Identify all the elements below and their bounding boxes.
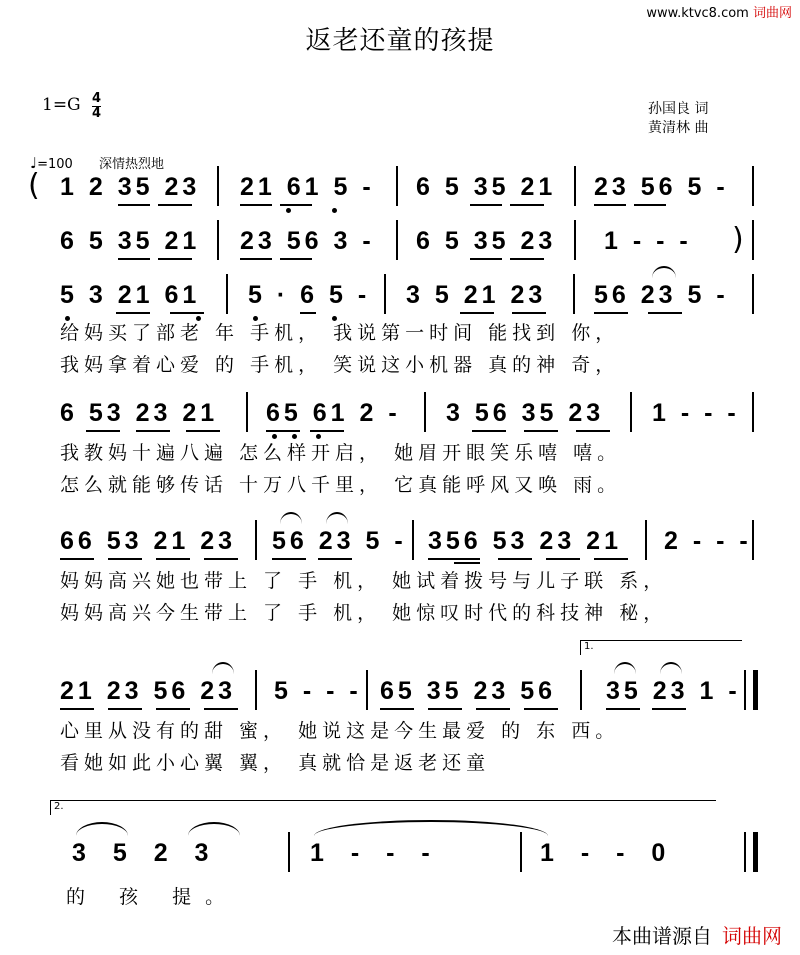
beam-line xyxy=(634,204,666,206)
barline xyxy=(226,274,228,314)
barline xyxy=(424,392,426,432)
barline xyxy=(520,832,522,872)
first-ending-label: 1. xyxy=(584,641,594,652)
barline xyxy=(752,274,754,314)
measure: 1 - - - xyxy=(604,227,692,255)
score-system-2 xyxy=(0,222,800,274)
beam-line xyxy=(524,708,558,710)
beam-line xyxy=(240,258,272,260)
beam-line xyxy=(156,708,190,710)
barline xyxy=(574,166,576,206)
lyric-line-2: 我妈拿着心爱 的 手机， 笑说这小机器 真的神 奇， xyxy=(60,354,620,376)
measure: 356 53 23 21 xyxy=(428,527,622,555)
beam-line xyxy=(300,312,316,314)
time-signature xyxy=(92,92,101,121)
measure: 35 23 1 - xyxy=(606,677,741,705)
time-signature-top: 4 xyxy=(92,91,102,106)
lyric-line-1: 我教妈十遍八遍 怎么样开启， 她眉开眼笑乐嘻 嘻。 xyxy=(60,442,622,464)
octave-dot xyxy=(286,208,291,213)
watermark-site: www.ktvc8.com xyxy=(646,6,749,21)
beam-line xyxy=(280,204,312,206)
beam-line xyxy=(472,430,506,432)
barline xyxy=(752,392,754,432)
beam-line xyxy=(652,708,686,710)
beam-line xyxy=(476,708,510,710)
barline xyxy=(396,166,398,206)
barline xyxy=(574,220,576,260)
beam-line xyxy=(136,430,170,432)
second-ending-label: 2. xyxy=(54,801,64,812)
beam-line xyxy=(204,708,238,710)
watermark xyxy=(646,2,792,21)
beam-line xyxy=(428,708,462,710)
barline xyxy=(412,520,414,560)
measure: 6 53 23 21 xyxy=(60,399,219,427)
measure: 1 - - - xyxy=(310,839,440,867)
lyric-line-2: 怎么就能够传话 十万八千里， 它真能呼风又唤 雨。 xyxy=(60,474,622,496)
measure: 5 - - - xyxy=(274,677,362,705)
tie xyxy=(314,820,548,836)
beam-line xyxy=(546,558,580,560)
beam-line xyxy=(118,204,150,206)
score-system-6 xyxy=(0,676,800,774)
beam-line xyxy=(204,558,238,560)
beam-line xyxy=(318,558,352,560)
beam-line xyxy=(280,258,312,260)
beam-line xyxy=(470,204,502,206)
beam-line xyxy=(380,708,414,710)
slur xyxy=(614,662,636,674)
beam-line xyxy=(86,430,120,432)
slur xyxy=(212,662,234,674)
measure: 5 · 6 5 - xyxy=(248,281,371,309)
beam-line xyxy=(116,312,150,314)
measure: 21 61 5 - xyxy=(240,173,375,201)
beam-line xyxy=(108,558,142,560)
barline xyxy=(217,166,219,206)
octave-dot xyxy=(332,208,337,213)
score-system-4 xyxy=(0,398,800,496)
repeat-open-paren: ( xyxy=(28,168,40,203)
measure: 56 23 5 - xyxy=(272,527,407,555)
barline xyxy=(366,670,368,710)
measure: 1 - - 0 xyxy=(540,839,676,867)
key-signature: 1=G xyxy=(42,95,81,115)
song-title: 返老还童的孩提 xyxy=(305,26,495,56)
measure: 65 35 23 56 xyxy=(380,677,557,705)
beam-line xyxy=(594,558,628,560)
measure: 3 5 21 23 xyxy=(406,281,547,309)
beam-line xyxy=(648,312,682,314)
beam-line xyxy=(108,708,142,710)
second-ending-bracket xyxy=(50,800,716,815)
beam-line xyxy=(60,708,94,710)
beam-line xyxy=(60,558,94,560)
barline xyxy=(580,670,582,710)
measure: 21 23 56 23 xyxy=(60,677,237,705)
beam-line xyxy=(510,258,544,260)
barline xyxy=(255,670,257,710)
score-system-7 xyxy=(0,838,800,908)
quarter-note-icon: ♩ xyxy=(30,154,38,172)
measure: 66 53 21 23 xyxy=(60,527,237,555)
barline xyxy=(752,520,754,560)
source-footer xyxy=(612,920,782,949)
tempo-marking xyxy=(30,153,164,172)
beam-line xyxy=(576,430,610,432)
beam-line xyxy=(240,204,272,206)
measure: 6 5 35 23 xyxy=(416,227,557,255)
measure: 3 5 2 3 xyxy=(72,839,219,867)
barline xyxy=(630,392,632,432)
measure: 23 56 3 - xyxy=(240,227,375,255)
slur xyxy=(326,512,348,524)
beam-line xyxy=(470,258,502,260)
beam-line xyxy=(266,430,300,432)
barline xyxy=(752,220,754,260)
beam-line xyxy=(510,204,544,206)
beam-line xyxy=(594,312,628,314)
watermark-brand: 词曲网 xyxy=(752,6,792,21)
measure: 23 56 5 - xyxy=(594,173,729,201)
lyric-line-1: 给妈买了部老 年 手机， 我说第一时间 能找到 你， xyxy=(60,322,620,344)
beam-line xyxy=(606,708,640,710)
lyric-line-1: 的 孩 提。 xyxy=(66,886,239,908)
beam-line xyxy=(158,204,192,206)
measure: 65 61 2 - xyxy=(266,399,401,427)
slur xyxy=(660,662,682,674)
beam-line xyxy=(170,312,204,314)
slur xyxy=(280,512,302,524)
composer-credit: 黄清林 曲 xyxy=(648,120,709,136)
slur xyxy=(76,822,128,836)
beam-line xyxy=(186,430,220,432)
lyric-line-2: 妈妈高兴今生带上 了 手 机， 她惊叹时代的科技神 秘， xyxy=(60,602,668,624)
lyric-line-1: 妈妈高兴她也带上 了 手 机， 她试着拨号与儿子联 系， xyxy=(60,570,668,592)
barline xyxy=(384,274,386,314)
measure: 6 5 35 21 xyxy=(60,227,201,255)
tempo-expression: 深情热烈地 xyxy=(98,157,164,172)
lyricist-credit: 孙国良 词 xyxy=(648,101,709,117)
barline xyxy=(255,520,257,560)
beam-line xyxy=(272,558,306,560)
barline xyxy=(396,220,398,260)
beam-line xyxy=(156,558,190,560)
slur xyxy=(188,822,240,836)
measure: 1 - - - xyxy=(652,399,740,427)
beam-line xyxy=(460,312,494,314)
barline xyxy=(645,520,647,560)
repeat-end-barline xyxy=(744,670,758,710)
source-label: 本曲谱源自 xyxy=(612,924,712,948)
measure: 56 23 5 - xyxy=(594,281,729,309)
measure: 5 3 21 61 xyxy=(60,281,201,309)
barline xyxy=(573,274,575,314)
beam-line xyxy=(158,258,192,260)
source-brand[interactable]: 词曲网 xyxy=(722,924,782,948)
barline xyxy=(752,166,754,206)
score-system-3 xyxy=(0,280,800,376)
barline xyxy=(217,220,219,260)
lyric-line-2: 看她如此小心翼 翼， 真就恰是返老还童 xyxy=(60,752,491,774)
final-barline xyxy=(744,832,758,872)
score-system-5 xyxy=(0,526,800,624)
beam-line xyxy=(454,562,480,564)
measure: 2 - - - xyxy=(664,527,752,555)
tempo-bpm: =100 xyxy=(37,157,73,172)
lyric-line-1: 心里从没有的甜 蜜， 她说这是今生最爱 的 东 西。 xyxy=(60,720,620,742)
beam-line xyxy=(512,312,546,314)
measure: 1 2 35 23 xyxy=(60,173,201,201)
beam-line xyxy=(310,430,344,432)
score-system-1 xyxy=(0,168,800,220)
time-signature-bottom: 4 xyxy=(92,106,102,121)
beam-line xyxy=(594,204,626,206)
first-ending-bracket xyxy=(580,640,742,655)
barline xyxy=(288,832,290,872)
measure: 3 56 35 23 xyxy=(446,399,605,427)
beam-line xyxy=(428,558,480,560)
beam-line xyxy=(524,430,558,432)
beam-line xyxy=(118,258,150,260)
repeat-close-paren: ) xyxy=(732,222,744,257)
barline xyxy=(246,392,248,432)
measure: 6 5 35 21 xyxy=(416,173,557,201)
beam-line xyxy=(498,558,532,560)
